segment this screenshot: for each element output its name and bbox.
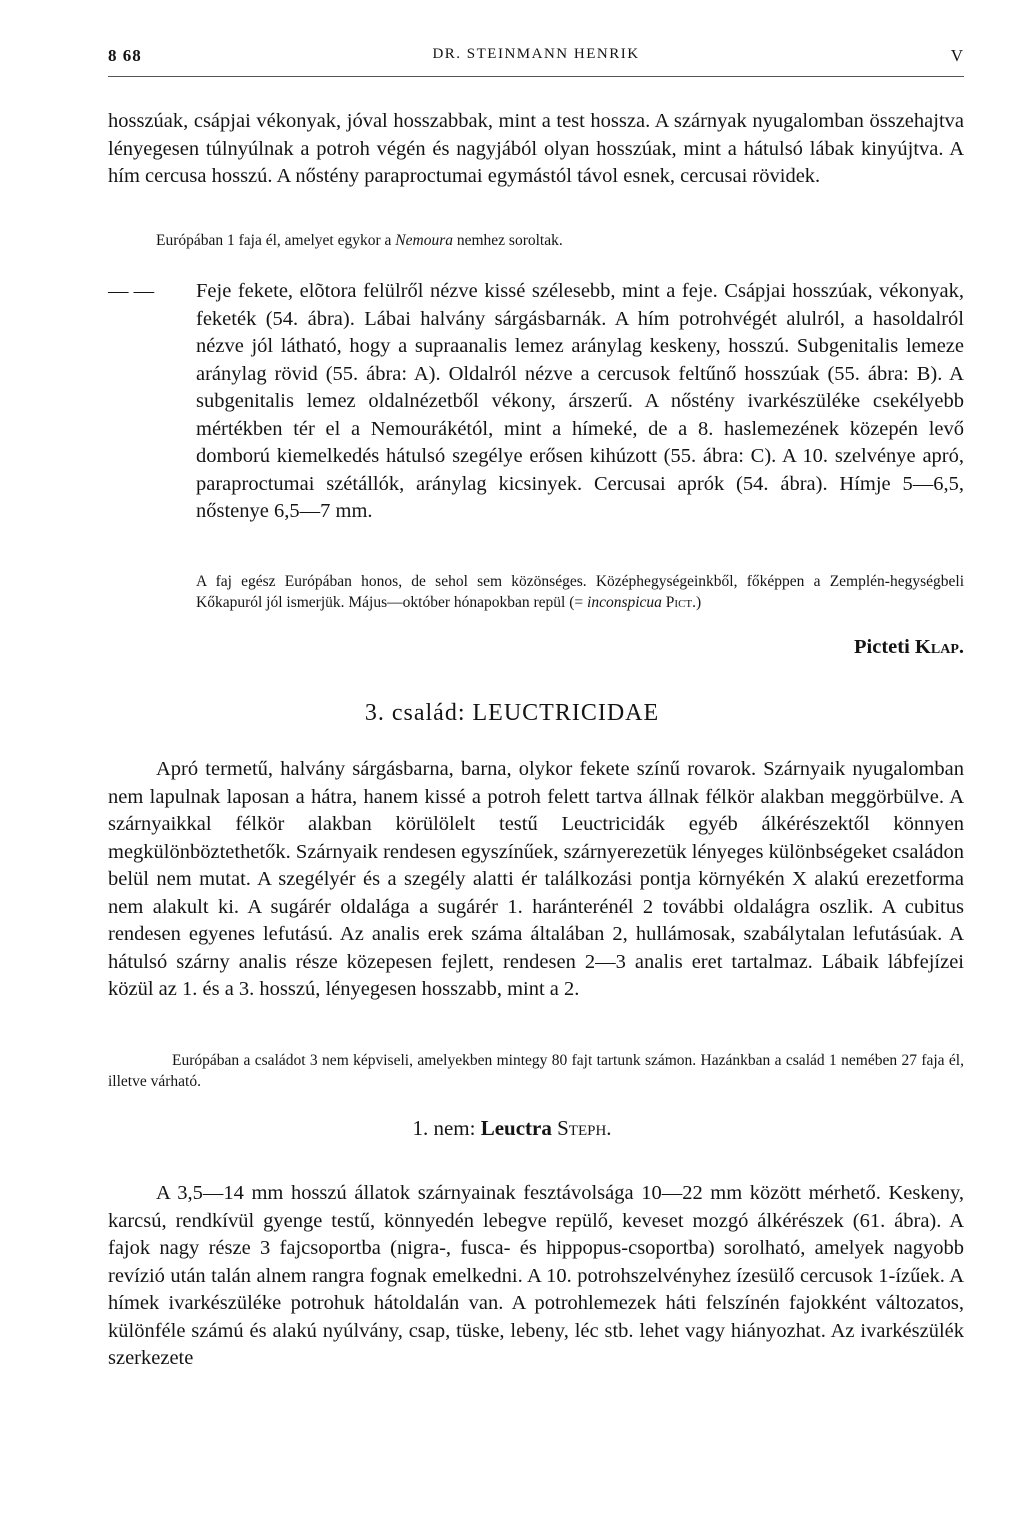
genus-description	[108, 1180, 964, 1373]
synonym-author: Pict.	[665, 594, 697, 611]
note-family	[108, 1050, 964, 1092]
genus-name: Leuctra	[480, 1116, 552, 1140]
header-rule	[108, 76, 964, 77]
volume-number: V	[950, 46, 964, 65]
note-text: A faj egész Európában honos, de sehol sem közönséges. Középhegységeinkből, főképpen a Zemplén-hegységbeli Kőkapuról jól ismerjük. Május—október hónapokban repül (=	[196, 573, 964, 611]
page-number: 8 68	[108, 46, 142, 65]
running-head: DR. STEINMANN HENRIK	[432, 46, 640, 62]
note-text: Európában 1 faja él, amelyet egykor a	[156, 232, 396, 249]
family-description	[108, 756, 964, 1004]
note-distribution	[196, 571, 964, 613]
genus-author: Steph.	[557, 1116, 612, 1140]
page-header	[108, 46, 964, 70]
note-family-text: Európában a családot 3 nem képviseli, amelyekben mintegy 80 fajt tartunk számon. Hazánkban a család 1 nemében 27 faja él, illetve várható.	[108, 1052, 964, 1090]
genus-heading	[0, 1116, 1024, 1141]
family-heading: 3. család: LEUCTRICIDAE	[364, 700, 660, 726]
species-description: Feje fekete, elõtora felülről nézve kissé szélesebb, mint a feje. Csápjai hosszúak, vékonyak, feketék (54. ábra). Lábai halvány sárgásbarnák. A hím potrohvégét alulról, a hasoldalról nézve jól látható, hogy a supraanalis lemez aránylag keskeny, hosszú. Subgenitalis lemeze aránylag rövid (55. ábra: A). Oldalról nézve a cercusok feltűnő hosszúak (55. ábra: B). A subgenitalis lemez oldalnézetből vékony, árszerű. A nőstény ivarkészüléke csekélyebb mértékben tér el a Nemourákétól, mint a hímeké, de a 8. haslemezének közepén levő domború kiemelkedés hátulsó szegélye erősen kihúzott (55. ábra: C). A 10. szelvénye apró, paraproctumai szétállók, aránylag kicsinyek. Cercusai aprók (54. ábra). Hímje 5—6,5, nőstenye 6,5—7 mm.	[196, 280, 964, 522]
note-text-end: )	[696, 594, 702, 611]
species-name	[854, 636, 964, 659]
key-dash: — —	[108, 280, 155, 302]
genus-prefix: 1. nem:	[412, 1116, 476, 1140]
genus-text: A 3,5—14 mm hosszú állatok szárnyainak fesztávolsága 10—22 mm között mérhető. Keskeny, karcsú, rendkívül gyenge testű, könnyedén lebegve repülő, keveset mozgó álkérészek (61. ábra). A fajok nagy része 3 fajcsoportba (nigra-, fusca- és hippopus-csoportba) sorolható, amelyek nagyobb revízió után talán alnem rangra fognak emelkedni. A 10. potrohszelvényhez ízesülő cercusok 1-ízűek. A hímek ivarkészüléke potrohuk hátoldalán van. A potrohlemezek háti felszínén fajokként változatos, különféle számú és alakú nyúlvány, csap, tüske, lebeny, léc stb. lehet vagy hiányozhat. Az ivarkészülék szerkezete	[108, 1182, 964, 1369]
paragraph-continuation: hosszúak, csápjai vékonyak, jóval hosszabbak, mint a test hossza. A szárnyak nyugalomban összehajtva lényegesen túlnyúlnak a potroh végén és nagyjából olyan hosszúak, mint a hátulsó lábak kinyújtva. A hím cercusa hosszú. A nőstény paraproctumai egymástól távol esnek, cercusai rövidek.	[108, 110, 964, 187]
note-europe-1	[156, 230, 964, 251]
note-text-end: nemhez soroltak.	[452, 232, 563, 249]
species-author: Klap.	[914, 636, 964, 658]
family-text: Apró termetű, halvány sárgásbarna, barna, olykor fekete színű rovarok. Szárnyaik nyugalomban nem lapulnak laposan a hátra, hanem kissé a potroh felett tartva állnak félkör alakban meggörbülve. A szárnyaikkal félkör alakban körülölelt testű Leuctricidák egyéb álkérészektől könnyen megkülönböztethetők. Szárnyaik rendesen egyszínűek, szárnyerezetük lényeges különbségeket családon belül nem mutat. A szegélyér és a szegély alatti ér találkozási pontja környékén X alakú erezetforma nem alakult ki. A sugárér oldalága a sugárér 1. haránterénél 2 további oldalágra oszlik. A cubitus rendesen egyenes lefutású. Az analis erek száma általában 2, hullámosak, szabálytalan lefutásúak. A hátulsó szárny analis része közepesen fejlett, rendesen 2—3 analis eret tartalmaz. Lábaik lábfejízei közül az 1. és a 3. hosszú, lényegesen hosszabb, mint a 2.	[108, 758, 964, 1000]
genus-italic: Nemoura	[395, 232, 453, 249]
synonym-italic: inconspicua	[587, 594, 662, 611]
species-epithet: Picteti	[854, 636, 910, 658]
